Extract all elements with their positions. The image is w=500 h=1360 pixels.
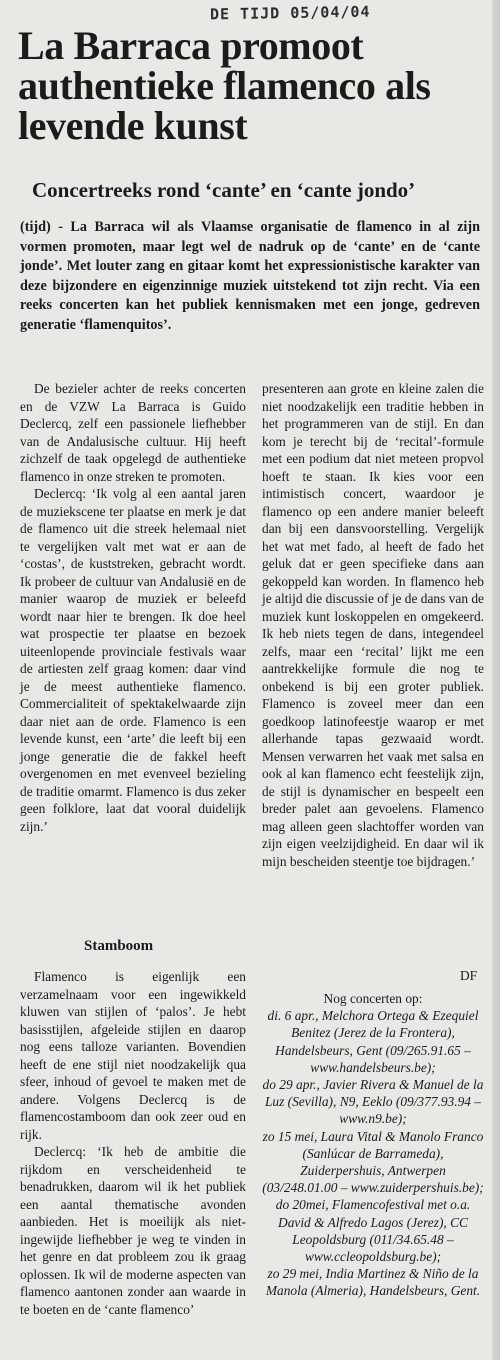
headline: La Barraca promoot authentieke flamenco als levende kunst bbox=[18, 23, 431, 148]
article-column-left-lower bbox=[20, 968, 246, 1318]
paragraph: Flamenco is eigenlijk een verzamelnaam voor een ingewikkeld kluwen van stijlen of ‘palos’. Je hebt basisstijlen, afgeleide stijlen en daarop nog eens talloze varianten. Bovendien heeft de ene stijl niet noodzakelijk qua sfeer, inhoud of gevoel te maken met de andere. Volgens Declercq is de flamencostamboom dan ook zeer oud en rijk. bbox=[20, 969, 246, 1142]
listing-item: zo 15 mei, Laura Vital & Manolo Franco (Sanlúcar de Barrameda), Zuiderpershuis, Antwerpen (03/248.01.00 – www.zuiderpershuis.be); bbox=[262, 1128, 484, 1196]
listing-item: di. 6 apr., Melchora Ortega & Ezequiel Benitez (Jerez de la Frontera), Handelsbeurs, Gent (09/265.91.65 – www.handelsbeurs.be); bbox=[267, 1008, 479, 1075]
listing-item: do 20mei, Flamencofestival met o.a. David & Alfredo Lagos (Jerez), CC Leopoldsburg (011/34.65.48 – www.ccleopoldsburg.be); bbox=[275, 1197, 471, 1265]
listing-intro: Nog concerten op: bbox=[323, 991, 423, 1006]
listing-item: do 29 apr., Javier Rivera & Manuel de la Luz (Sevilla), N9, Eeklo (09/377.93.94 – www.n9.be); bbox=[262, 1077, 484, 1127]
subheadline: Concertreeks rond ‘cante’ en ‘cante jondo’ bbox=[32, 178, 416, 202]
author-signature: DF bbox=[460, 968, 478, 983]
paragraph: presenteren aan grote en kleine zalen die niet noodzakelijk een traditie hebben in het programmeren van de stijl. En dan kom je terecht bij de ‘recital’-formule met een podium dat niet meteen propvol hoeft te staan. Ik kies voor een intimistisch concert, waardoor je flamenco op een andere manier beleeft dan bij een dansvoorstelling. Vergelijk het wat met fado, al heeft de fado het geluk dat er geen specifieke dans aan gekoppeld kan worden. In flamenco heb je altijd die discussie of je de dans van de muziek kunt loskoppelen en omgekeerd. Ik heb niets tegen de dans, integendeel zelfs, maar een ‘recital’ lijkt me een aantrekkelijke formule die nog te onbekend is bij een groter publiek. Flamenco is zoveel meer dan een goedkoop latinofeestje waarop er met allerhande tapas gezwaaid wordt. Mensen verwarren het vaak met salsa en ook al kan flamenco echt feestelijk zijn, de stijl is dynamischer en bespeelt een breder palet aan gevoelens. Flamenco mag alleen geen slachtoffer worden van zijn eigen veelzijdigheid. En daar wil ik mijn bescheiden steentje toe bijdragen.’ bbox=[262, 381, 484, 869]
paragraph: De bezieler achter de reeks concerten en de VZW La Barraca is Guido Declercq, zelf een passionele liefhebber van de Andalusische cultuur. Hij heeft zichzelf de taak opgelegd de authentieke flamenco in onze streken te promoten. bbox=[20, 381, 246, 484]
listing-item: zo 29 mei, India Martinez & Niño de la Manola (Almeria), Handelsbeurs, Gent. bbox=[265, 1266, 481, 1299]
date-stamp: DE TIJD 05/04/04 bbox=[209, 2, 371, 24]
lead-paragraph: (tijd) - La Barraca wil als Vlaamse organisatie de flamenco in al zijn vormen promoten, maar legt wel de nadruk op de ‘cante’ en de ‘cante jonde’. Met louter zang en gitaar komt het expressionistische karakter van deze bijzondere en eigenzinnige muziek uitstekend tot zijn recht. Via een reeks concerten kan het publiek kennismaken met een jonge, gedreven generatie ‘flamenquitos’. bbox=[20, 219, 480, 333]
article-column-left bbox=[20, 380, 246, 835]
section-heading: Stamboom bbox=[84, 938, 154, 954]
clipping-right-edge bbox=[492, 0, 500, 1360]
article-column-right bbox=[262, 380, 484, 870]
paragraph: Declercq: ‘Ik volg al een aantal jaren de muziekscene ter plaatse en merk je dat de flamenco uit die streek helemaal niet te vergelijken valt met wat er aan de ‘costas’, de kuststreken, gebracht wordt. Ik probeer de cultuur van Andalusië en de manier waarop de muziek er beleefd wordt naar hier te brengen. Ik doe heel wat prospectie ter plaatse en bezoek uiteenlopende provinciale festivals waar de artiesten zelf graag komen: daar vind je de meest authentieke flamenco. Commercialiteit of spektakelwaarde zijn daar niet aan de orde. Flamenco is een levende kunst, een ‘arte’ die leeft bij een jonge generatie die de fakkel heeft overgenomen en met evenveel bezieling de traditie omarmt. Flamenco is dus zeker geen folklore, laat dat vooral duidelijk zijn.’ bbox=[20, 486, 246, 834]
paragraph: Declercq: ‘Ik heb de ambitie die rijkdom en verscheidenheid te benadrukken, daarom wil ik het publiek een aantal thematische avonden aanbieden. Het is moeilijk als niet-ingewijde liefhebber je weg te vinden in het genre en dat probleem zou ik graag oplossen. Ik wil de moderne aspecten van flamenco aantonen zonder aan waarde in te boeten en de ‘cante flamenco’ bbox=[20, 1144, 246, 1317]
concert-listing bbox=[262, 990, 484, 1300]
